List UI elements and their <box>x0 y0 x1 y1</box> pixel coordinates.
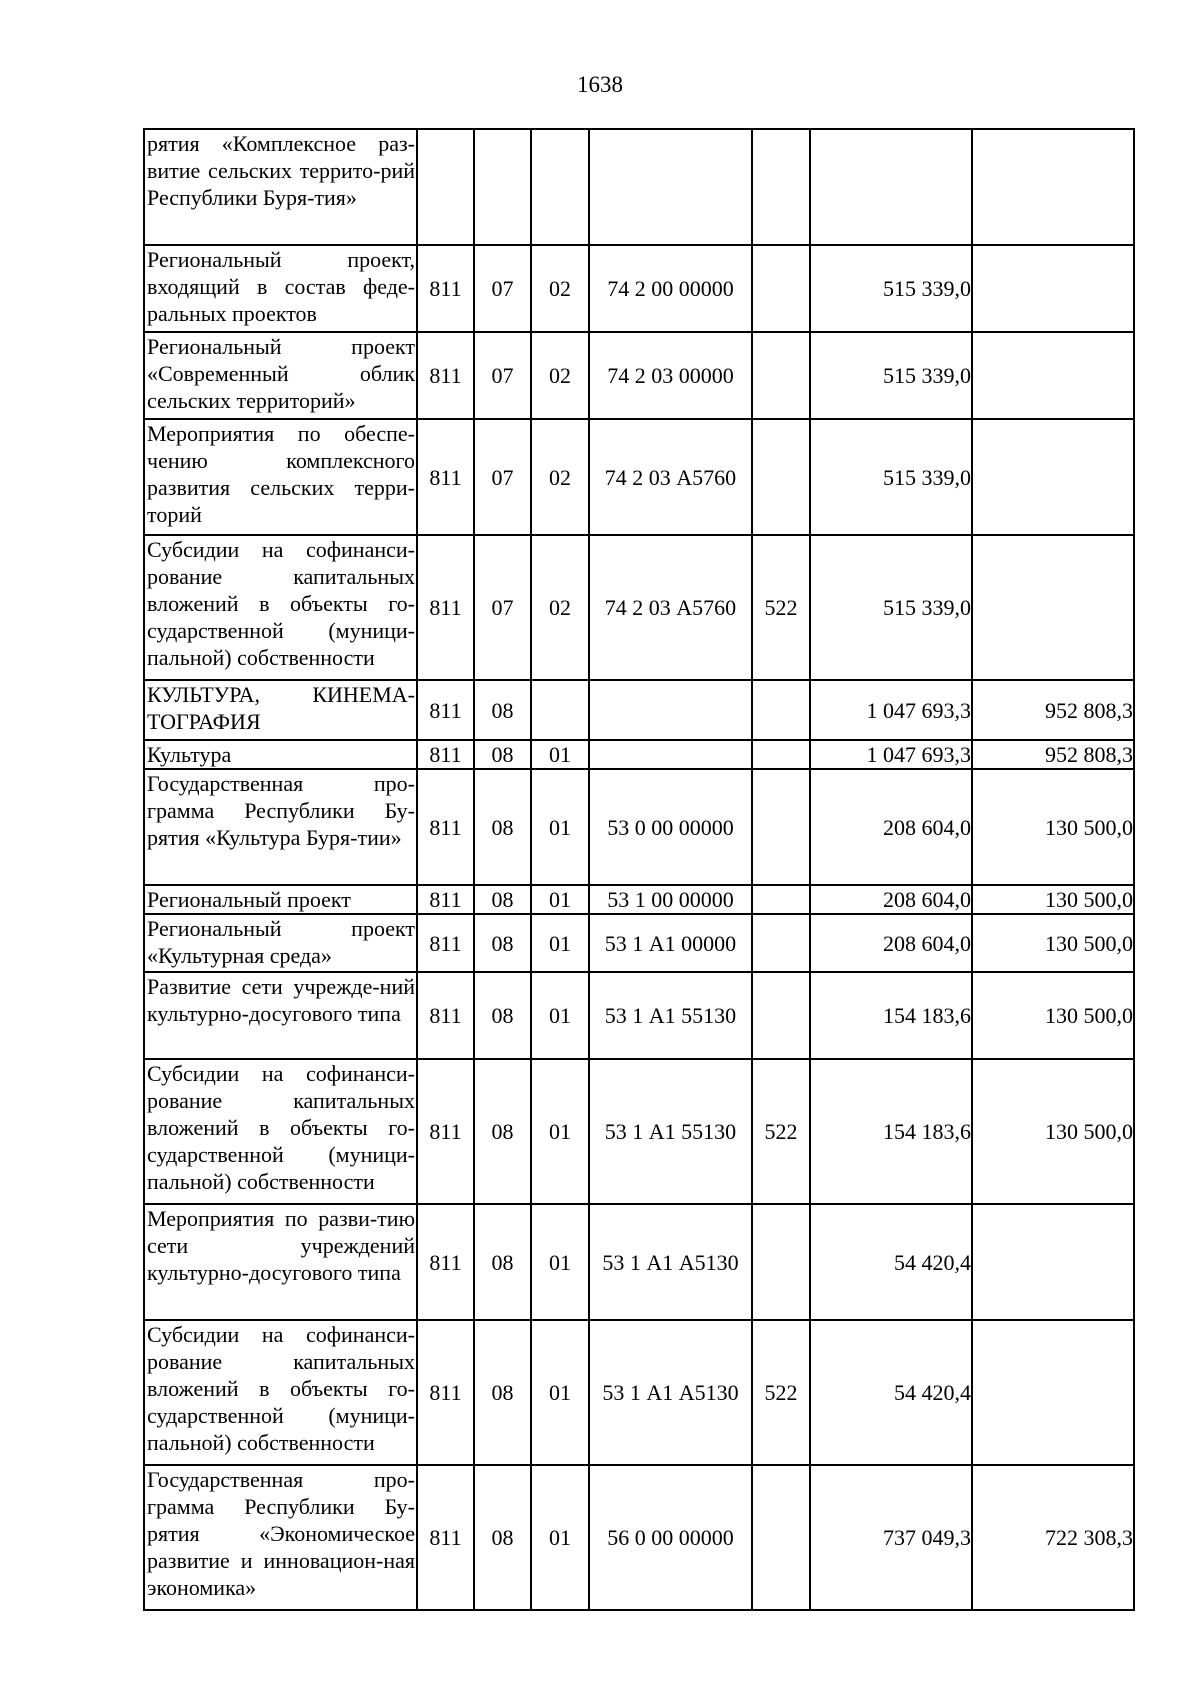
cell-name: Региональный проект «Современный облик сельских территорий» <box>144 332 417 419</box>
cell-expense-type <box>752 885 810 914</box>
cell-subsection: 01 <box>531 914 589 972</box>
cell-expense-type <box>752 245 810 332</box>
cell-target-article: 74 2 03 00000 <box>589 332 752 419</box>
cell-amount-1: 515 339,0 <box>810 332 972 419</box>
cell-expense-type <box>752 1204 810 1320</box>
table-row <box>144 885 1134 914</box>
cell-amount-1 <box>810 129 972 245</box>
cell-amount-1: 1 047 693,3 <box>810 680 972 740</box>
table-row <box>144 245 1134 332</box>
cell-amount-2: 130 500,0 <box>972 769 1134 885</box>
table-row <box>144 1059 1134 1204</box>
cell-section: 08 <box>474 1204 531 1320</box>
cell-amount-1: 54 420,4 <box>810 1204 972 1320</box>
table-row <box>144 1320 1134 1465</box>
cell-subsection: 02 <box>531 419 589 535</box>
cell-amount-2: 952 808,3 <box>972 680 1134 740</box>
cell-amount-2 <box>972 129 1134 245</box>
cell-name: Культура <box>144 740 417 769</box>
table-row <box>144 1465 1134 1610</box>
cell-ministry-code: 811 <box>417 1204 474 1320</box>
cell-name: КУЛЬТУРА, КИНЕМА-ТОГРАФИЯ <box>144 680 417 740</box>
cell-name: Мероприятия по разви-тию сети учреждений культурно-досугового типа <box>144 1204 417 1320</box>
cell-section: 08 <box>474 680 531 740</box>
cell-section: 07 <box>474 535 531 680</box>
cell-name: Государственная про-грамма Республики Бу-рятия «Экономическое развитие и инновацион-ная экономика» <box>144 1465 417 1610</box>
cell-target-article: 53 1 А1 А5130 <box>589 1204 752 1320</box>
table-row <box>144 1204 1134 1320</box>
cell-ministry-code: 811 <box>417 972 474 1059</box>
cell-expense-type <box>752 332 810 419</box>
cell-name: Государственная про-грамма Республики Бу-рятия «Культура Буря-тии» <box>144 769 417 885</box>
cell-subsection <box>531 129 589 245</box>
cell-expense-type: 522 <box>752 1320 810 1465</box>
cell-ministry-code: 811 <box>417 332 474 419</box>
cell-target-article <box>589 129 752 245</box>
cell-ministry-code <box>417 129 474 245</box>
cell-amount-2 <box>972 419 1134 535</box>
cell-amount-1: 54 420,4 <box>810 1320 972 1465</box>
table-row <box>144 740 1134 769</box>
cell-target-article: 53 1 А1 00000 <box>589 914 752 972</box>
cell-ministry-code: 811 <box>417 535 474 680</box>
cell-subsection: 01 <box>531 1204 589 1320</box>
cell-amount-1: 515 339,0 <box>810 419 972 535</box>
page-number: 1638 <box>577 72 623 97</box>
cell-amount-2 <box>972 1204 1134 1320</box>
cell-name: Региональный проект «Культурная среда» <box>144 914 417 972</box>
cell-subsection: 02 <box>531 332 589 419</box>
cell-section: 08 <box>474 740 531 769</box>
cell-expense-type <box>752 680 810 740</box>
cell-ministry-code: 811 <box>417 245 474 332</box>
cell-expense-type <box>752 769 810 885</box>
cell-target-article: 53 1 А1 55130 <box>589 1059 752 1204</box>
cell-amount-2: 130 500,0 <box>972 914 1134 972</box>
cell-target-article: 53 1 А1 55130 <box>589 972 752 1059</box>
table-row <box>144 129 1134 245</box>
cell-subsection: 01 <box>531 972 589 1059</box>
cell-amount-1: 1 047 693,3 <box>810 740 972 769</box>
cell-section: 08 <box>474 972 531 1059</box>
cell-amount-2: 952 808,3 <box>972 740 1134 769</box>
table-row <box>144 332 1134 419</box>
cell-ministry-code: 811 <box>417 419 474 535</box>
cell-section: 07 <box>474 245 531 332</box>
cell-amount-2 <box>972 332 1134 419</box>
cell-name: рятия «Комплексное раз-витие сельских террито-рий Республики Буря-тия» <box>144 129 417 245</box>
cell-expense-type <box>752 419 810 535</box>
cell-target-article: 53 0 00 00000 <box>589 769 752 885</box>
cell-expense-type <box>752 914 810 972</box>
cell-expense-type <box>752 740 810 769</box>
cell-amount-2 <box>972 1320 1134 1465</box>
cell-name: Субсидии на софинанси-рование капитальных вложений в объекты го-сударственной (муници-пальной) собственности <box>144 535 417 680</box>
cell-name: Субсидии на софинанси-рование капитальных вложений в объекты го-сударственной (муници-пальной) собственности <box>144 1320 417 1465</box>
cell-subsection: 01 <box>531 769 589 885</box>
cell-subsection: 02 <box>531 535 589 680</box>
cell-ministry-code: 811 <box>417 1465 474 1610</box>
cell-amount-2: 130 500,0 <box>972 972 1134 1059</box>
cell-subsection: 02 <box>531 245 589 332</box>
cell-target-article: 74 2 03 А5760 <box>589 535 752 680</box>
table-row <box>144 769 1134 885</box>
cell-name: Региональный проект, входящий в состав феде-ральных проектов <box>144 245 417 332</box>
cell-section: 07 <box>474 332 531 419</box>
cell-target-article <box>589 740 752 769</box>
cell-section: 08 <box>474 1059 531 1204</box>
cell-subsection: 01 <box>531 885 589 914</box>
cell-amount-1: 154 183,6 <box>810 972 972 1059</box>
cell-section <box>474 129 531 245</box>
cell-name: Развитие сети учрежде-ний культурно-досугового типа <box>144 972 417 1059</box>
cell-amount-2: 130 500,0 <box>972 885 1134 914</box>
table-row <box>144 972 1134 1059</box>
cell-section: 08 <box>474 1320 531 1465</box>
cell-amount-2 <box>972 535 1134 680</box>
cell-target-article: 53 1 А1 А5130 <box>589 1320 752 1465</box>
cell-ministry-code: 811 <box>417 885 474 914</box>
cell-amount-1: 208 604,0 <box>810 769 972 885</box>
cell-subsection: 01 <box>531 1059 589 1204</box>
cell-section: 07 <box>474 419 531 535</box>
cell-amount-1: 208 604,0 <box>810 914 972 972</box>
cell-target-article <box>589 680 752 740</box>
cell-subsection: 01 <box>531 1465 589 1610</box>
cell-target-article: 56 0 00 00000 <box>589 1465 752 1610</box>
cell-subsection: 01 <box>531 1320 589 1465</box>
cell-subsection <box>531 680 589 740</box>
cell-section: 08 <box>474 769 531 885</box>
cell-expense-type <box>752 1465 810 1610</box>
table-row <box>144 535 1134 680</box>
cell-name: Субсидии на софинанси-рование капитальных вложений в объекты го-сударственной (муници-пальной) собственности <box>144 1059 417 1204</box>
cell-expense-type: 522 <box>752 535 810 680</box>
cell-amount-1: 515 339,0 <box>810 535 972 680</box>
cell-target-article: 74 2 00 00000 <box>589 245 752 332</box>
cell-amount-1: 208 604,0 <box>810 885 972 914</box>
cell-section: 08 <box>474 914 531 972</box>
cell-target-article: 74 2 03 А5760 <box>589 419 752 535</box>
cell-name: Мероприятия по обеспе-чению комплексного развития сельских терри-торий <box>144 419 417 535</box>
cell-target-article: 53 1 00 00000 <box>589 885 752 914</box>
cell-ministry-code: 811 <box>417 769 474 885</box>
cell-section: 08 <box>474 1465 531 1610</box>
table-row <box>144 419 1134 535</box>
table-row <box>144 914 1134 972</box>
cell-ministry-code: 811 <box>417 1320 474 1465</box>
cell-amount-1: 154 183,6 <box>810 1059 972 1204</box>
budget-table <box>143 128 1135 1611</box>
cell-section: 08 <box>474 885 531 914</box>
cell-expense-type <box>752 129 810 245</box>
cell-amount-2: 722 308,3 <box>972 1465 1134 1610</box>
cell-amount-1: 737 049,3 <box>810 1465 972 1610</box>
cell-amount-2: 130 500,0 <box>972 1059 1134 1204</box>
cell-expense-type <box>752 972 810 1059</box>
cell-ministry-code: 811 <box>417 740 474 769</box>
cell-ministry-code: 811 <box>417 680 474 740</box>
cell-amount-2 <box>972 245 1134 332</box>
cell-subsection: 01 <box>531 740 589 769</box>
cell-expense-type: 522 <box>752 1059 810 1204</box>
cell-ministry-code: 811 <box>417 1059 474 1204</box>
cell-amount-1: 515 339,0 <box>810 245 972 332</box>
cell-ministry-code: 811 <box>417 914 474 972</box>
table-row <box>144 680 1134 740</box>
cell-name: Региональный проект <box>144 885 417 914</box>
